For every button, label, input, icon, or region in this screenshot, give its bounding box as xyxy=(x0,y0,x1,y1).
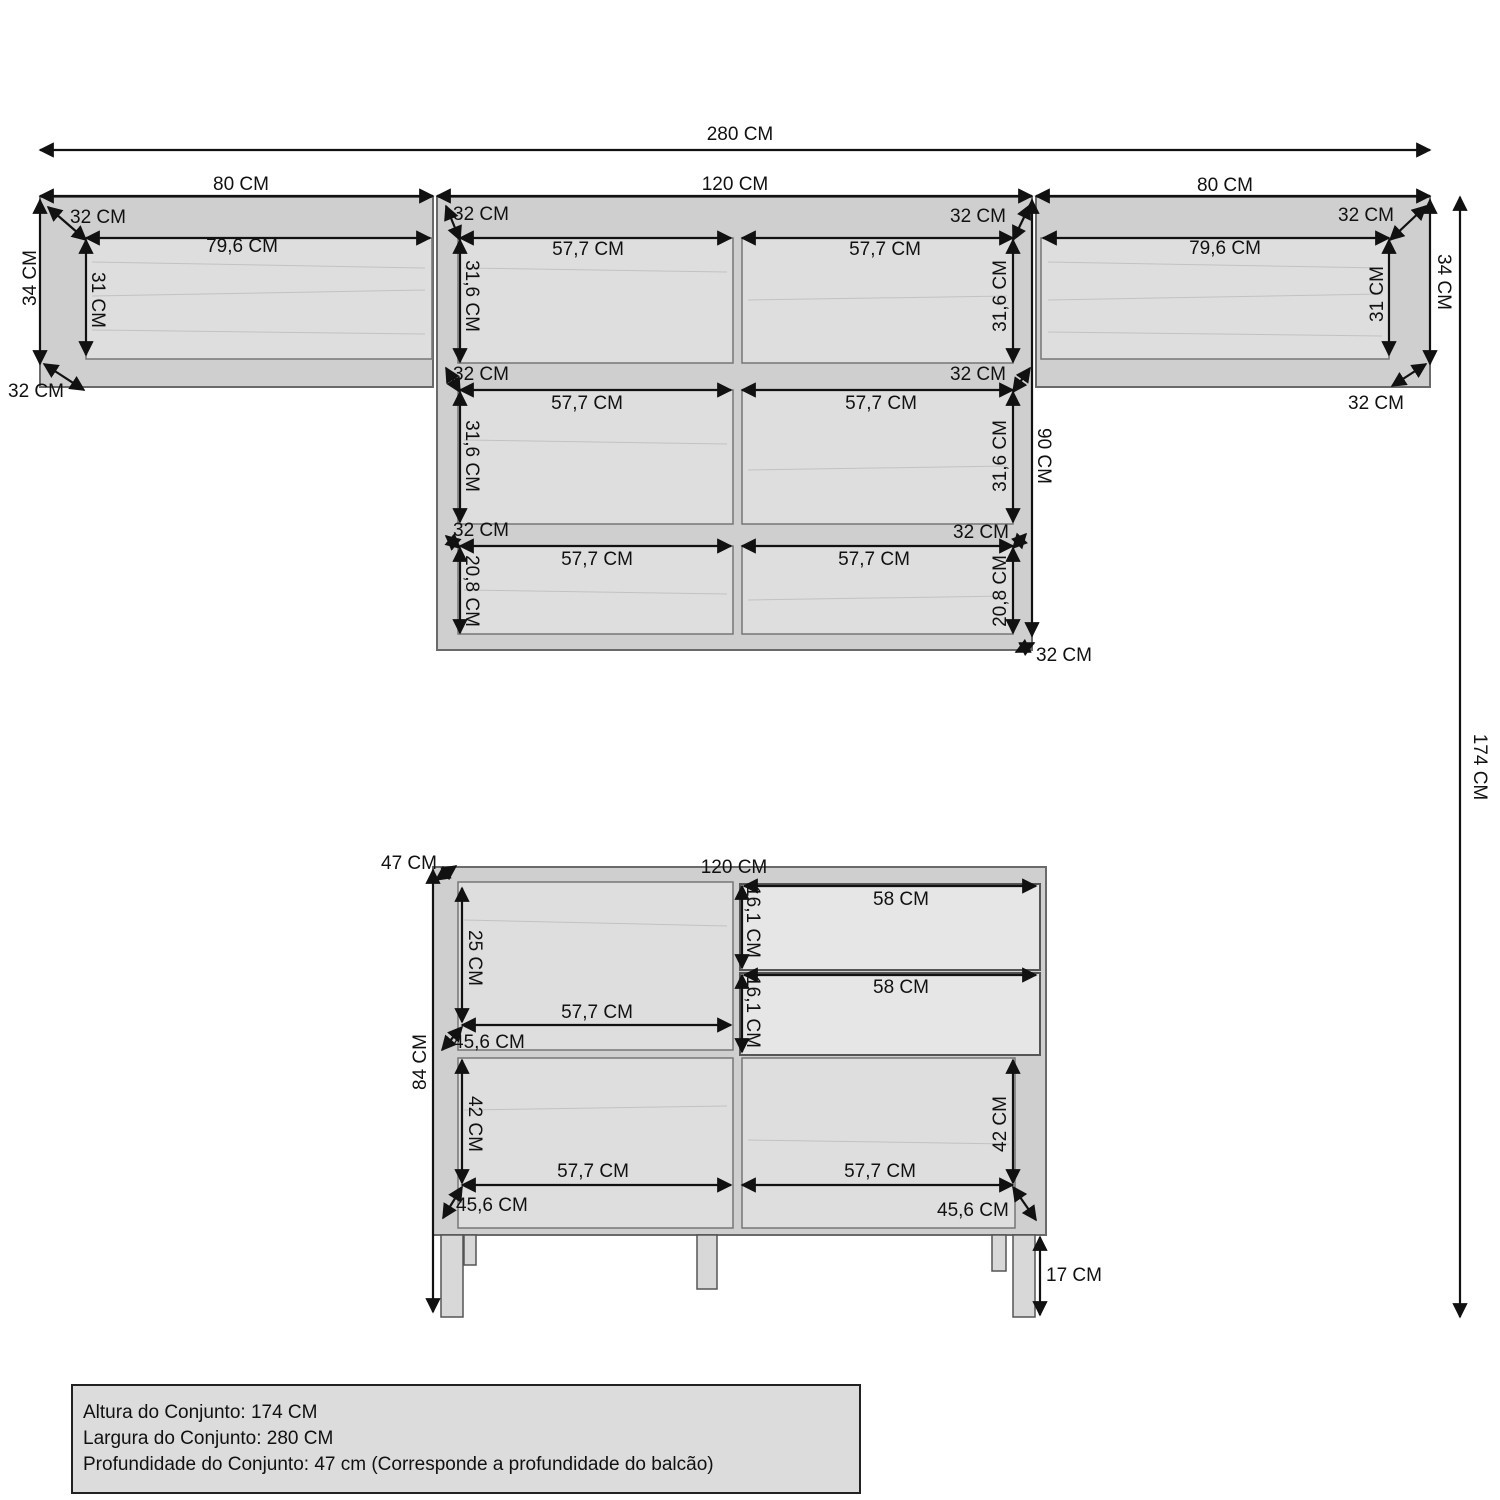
center-depth-label-1: 32 CM xyxy=(453,204,509,225)
row1-right-height-label: 31,6 CM xyxy=(990,260,1011,332)
left-module-depth-bottom-label: 32 CM xyxy=(8,381,64,402)
lower-left-height-label: 42 CM xyxy=(464,1096,485,1152)
row2-left-height-label: 31,6 CM xyxy=(461,420,482,492)
center-depth-label-6: 32 CM xyxy=(953,522,1009,543)
drawer1-height-label: 16,1 CM xyxy=(742,886,763,958)
center-depth-label-7: 32 CM xyxy=(1036,645,1092,666)
row1-left-width-label: 57,7 CM xyxy=(552,239,624,260)
drawer1-width-label: 58 CM xyxy=(873,889,929,910)
center-depth-label-4: 32 CM xyxy=(950,364,1006,385)
center-depth-label-5: 32 CM xyxy=(453,520,509,541)
left-module-width-label: 80 CM xyxy=(213,174,269,195)
leg-front-left xyxy=(441,1235,463,1317)
base-cabinet xyxy=(433,867,1046,1317)
right-module-width-label: 80 CM xyxy=(1197,175,1253,196)
row3-right-width-label: 57,7 CM xyxy=(838,549,910,570)
row2-left-width-label: 57,7 CM xyxy=(551,393,623,414)
leg-middle xyxy=(697,1235,717,1289)
summary-depth: Profundidade do Conjunto: 47 cm (Corresponde a profundidade do balcão) xyxy=(83,1454,714,1475)
row3-left-height-label: 20,8 CM xyxy=(461,555,482,627)
summary-box xyxy=(71,1384,861,1494)
base-width-label: 120 CM xyxy=(700,857,768,878)
upper-niche-height-label: 25 CM xyxy=(464,930,485,986)
right-module-depth-bottom-label: 32 CM xyxy=(1348,393,1404,414)
lower-left-depth-label: 45,6 CM xyxy=(456,1195,528,1216)
right-module-height-label: 34 CM xyxy=(1433,254,1454,310)
right-module-inner-width-label: 79,6 CM xyxy=(1189,238,1261,259)
leg-height-label: 17 CM xyxy=(1046,1265,1102,1286)
row3-left-width-label: 57,7 CM xyxy=(561,549,633,570)
row2-right-width-label: 57,7 CM xyxy=(845,393,917,414)
lower-right-height-label: 42 CM xyxy=(990,1096,1011,1152)
lower-right-width-label: 57,7 CM xyxy=(844,1161,916,1182)
left-module-depth-top-label: 32 CM xyxy=(70,207,126,228)
left-module-inner-height-label: 31 CM xyxy=(87,272,108,328)
center-module-height-label: 90 CM xyxy=(1033,428,1054,484)
row3-right-height-label: 20,8 CM xyxy=(990,555,1011,627)
lower-left-width-label: 57,7 CM xyxy=(557,1161,629,1182)
drawer2-height-label: 16,1 CM xyxy=(742,976,763,1048)
left-module-inner-width-label: 79,6 CM xyxy=(206,236,278,257)
upper-niche-width-label: 57,7 CM xyxy=(561,1002,633,1023)
base-depth-label: 47 CM xyxy=(381,853,437,874)
base-height-label: 84 CM xyxy=(410,1034,431,1090)
row2-right-height-label: 31,6 CM xyxy=(990,420,1011,492)
summary-width: Largura do Conjunto: 280 CM xyxy=(83,1428,334,1449)
leg-back-right xyxy=(992,1235,1006,1271)
right-module-inner-height-label: 31 CM xyxy=(1367,266,1388,322)
center-depth-label-2: 32 CM xyxy=(950,206,1006,227)
total-height-label: 174 CM xyxy=(1469,733,1490,801)
center-module-width-label: 120 CM xyxy=(701,174,769,195)
right-module-depth-top-label: 32 CM xyxy=(1338,205,1394,226)
leg-back-left xyxy=(464,1235,476,1265)
row1-right-width-label: 57,7 CM xyxy=(849,239,921,260)
left-module-height-label: 34 CM xyxy=(20,250,41,306)
upper-niche-depth-label: 45,6 CM xyxy=(453,1032,525,1053)
row1-left-height-label: 31,6 CM xyxy=(461,260,482,332)
summary-height: Altura do Conjunto: 174 CM xyxy=(83,1402,318,1423)
lower-right-depth-label: 45,6 CM xyxy=(937,1200,1009,1221)
leg-front-right xyxy=(1013,1235,1035,1317)
drawer2-width-label: 58 CM xyxy=(873,977,929,998)
total-width-label: 280 CM xyxy=(706,124,774,145)
center-depth-label-3: 32 CM xyxy=(453,364,509,385)
center-wall-module xyxy=(437,197,1032,650)
